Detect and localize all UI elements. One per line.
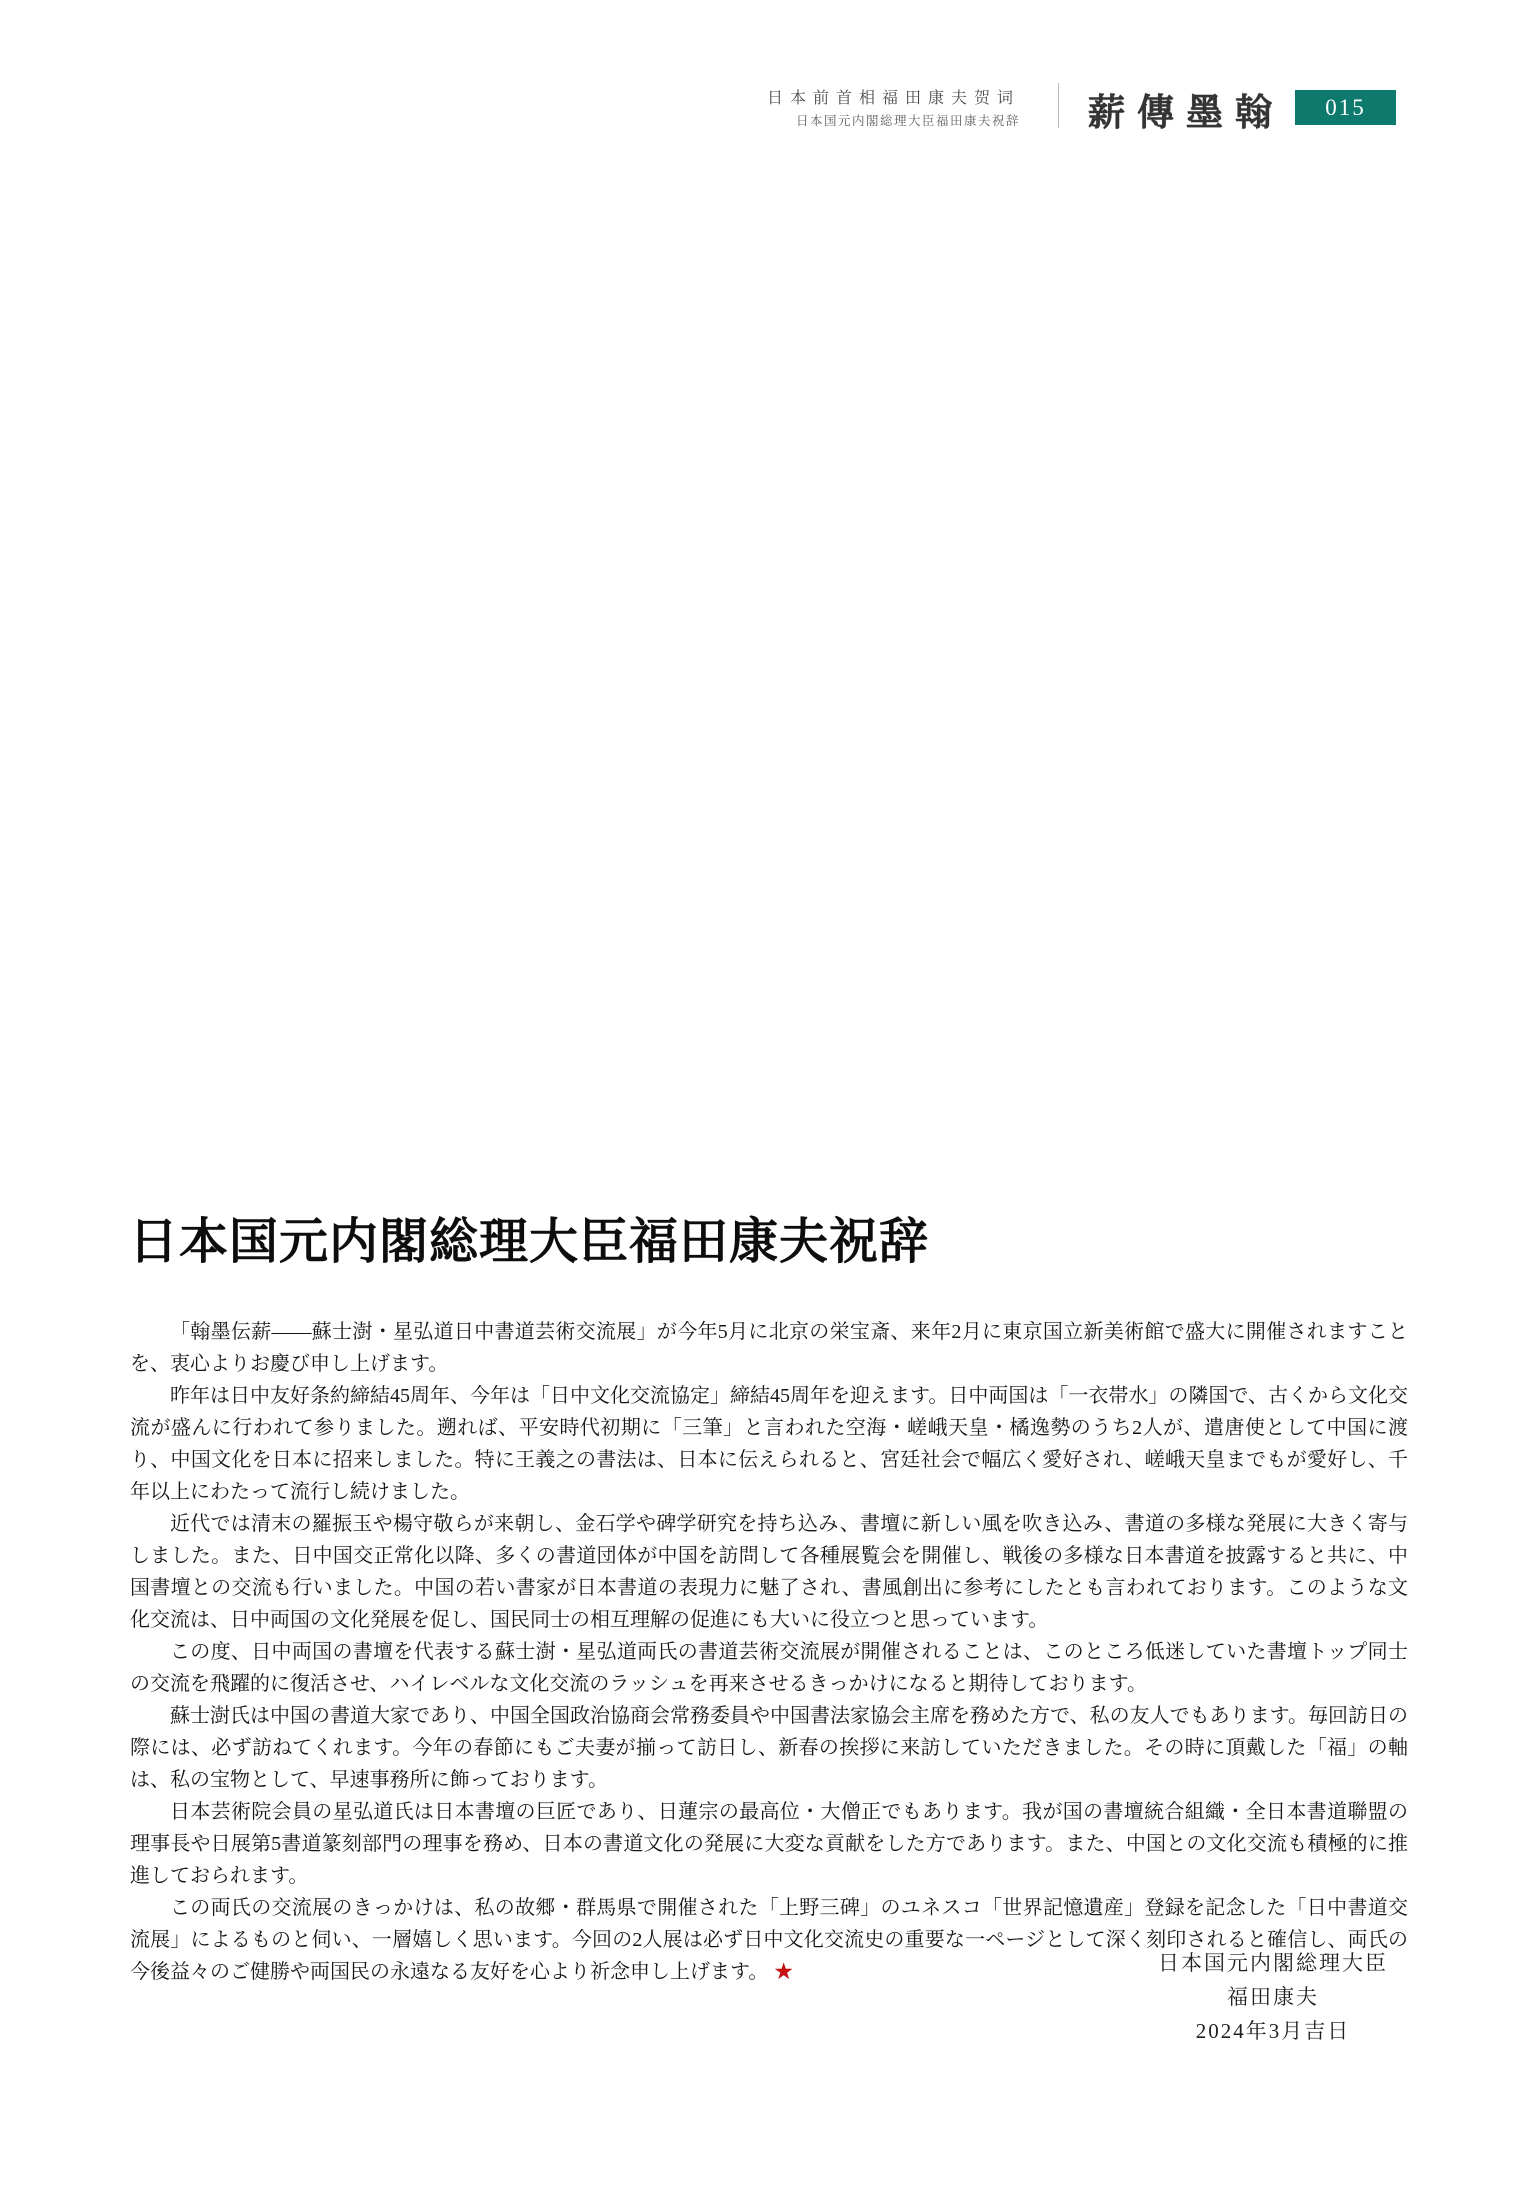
header-kicker-cn: 日本前首相福田康夫贺词 (766, 90, 1020, 107)
article-body (130, 1316, 1408, 1988)
paragraph-text: この両氏の交流展のきっかけは、私の故郷・群馬県で開催された「上野三碑」のユネスコ「世界記憶遺産」登録を記念した「日中書道交流展」によるものと伺い、一層嬉しく思います。今回の2人展は必ず日中文化交流史の重要な一ページとして深く刻印されると確信し、両氏の今後益々のご健勝や両国民の永遠なる友好を心より祈念申し上げます。 (130, 1897, 1408, 1983)
signature-title: 日本国元内閣総理大臣 (1158, 1951, 1388, 1975)
end-star-icon: ★ (773, 1959, 795, 1984)
magazine-seal-logo: 薪傳墨翰 (1088, 93, 1284, 134)
paragraph: 「翰墨伝薪——蘇士澍・星弘道日中書道芸術交流展」が今年5月に北京の栄宝斎、来年2月に東京国立新美術館で盛大に開催されますことを、衷心よりお慶び申し上げます。 (130, 1321, 1408, 1375)
paragraph: この度、日中両国の書壇を代表する蘇士澍・星弘道両氏の書道芸術交流展が開催されることは、このところ低迷していた書壇トップ同士の交流を飛躍的に復活させ、ハイレベルな文化交流のラッシュを再来させるきっかけになると期待しております。 (130, 1641, 1408, 1695)
paragraph: 近代では清末の羅振玉や楊守敬らが来朝し、金石学や碑学研究を持ち込み、書壇に新しい風を吹き込み、書道の多様な発展に大きく寄与しました。また、日中国交正常化以降、多くの書道団体が中国を訪問して各種展覧会を開催し、戦後の多様な日本書道を披露すると共に、中国書壇との交流も行いました。中国の若い書家が日本書道の表現力に魅了され、書風創出に参考にしたとも言われております。このような文化交流は、日中両国の文化発展を促し、国民同士の相互理解の促進にも大いに役立つと思っています。 (130, 1513, 1408, 1631)
header-kicker-jp: 日本国元内閣総理大臣福田康夫祝辞 (795, 114, 1020, 128)
signature-block (1073, 1946, 1473, 2048)
signature-name: 福田康夫 (1227, 1985, 1319, 2009)
header-divider (1058, 83, 1059, 128)
paragraph: 昨年は日中友好条約締結45周年、今年は「日中文化交流協定」締結45周年を迎えます。日中両国は「一衣帯水」の隣国で、古くから文化交流が盛んに行われて参りました。遡れば、平安時代初期に「三筆」と言われた空海・嵯峨天皇・橘逸勢のうち2人が、遣唐使として中国に渡り、中国文化を日本に招来しました。特に王義之の書法は、日本に伝えられると、宮廷社会で幅広く愛好され、嵯峨天皇までもが愛好し、千年以上にわたって流行し続けました。 (130, 1385, 1408, 1503)
paragraph: 日本芸術院会員の星弘道氏は日本書壇の巨匠であり、日蓮宗の最高位・大僧正でもあります。我が国の書壇統合組織・全日本書道聯盟の理事長や日展第5書道篆刻部門の理事を務め、日本の書道文化の発展に大変な貢献をした方であります。また、中国との文化交流も積極的に推進しておられます。 (130, 1801, 1408, 1887)
article-title: 日本国元内閣総理大臣福田康夫祝辞 (129, 1214, 930, 1269)
page-number-badge: 015 (1295, 90, 1396, 125)
paragraph: 蘇士澍氏は中国の書道大家であり、中国全国政治協商会常務委員や中国書法家協会主席を務めた方で、私の友人でもあります。毎回訪日の際には、必ず訪ねてくれます。今年の春節にもご夫妻が揃って訪日し、新春の挨拶に来訪していただきました。その時に頂戴した「福」の軸は、私の宝物として、早速事務所に飾っております。 (130, 1705, 1408, 1791)
signature-date: 2024年3月吉日 (1195, 2019, 1351, 2043)
